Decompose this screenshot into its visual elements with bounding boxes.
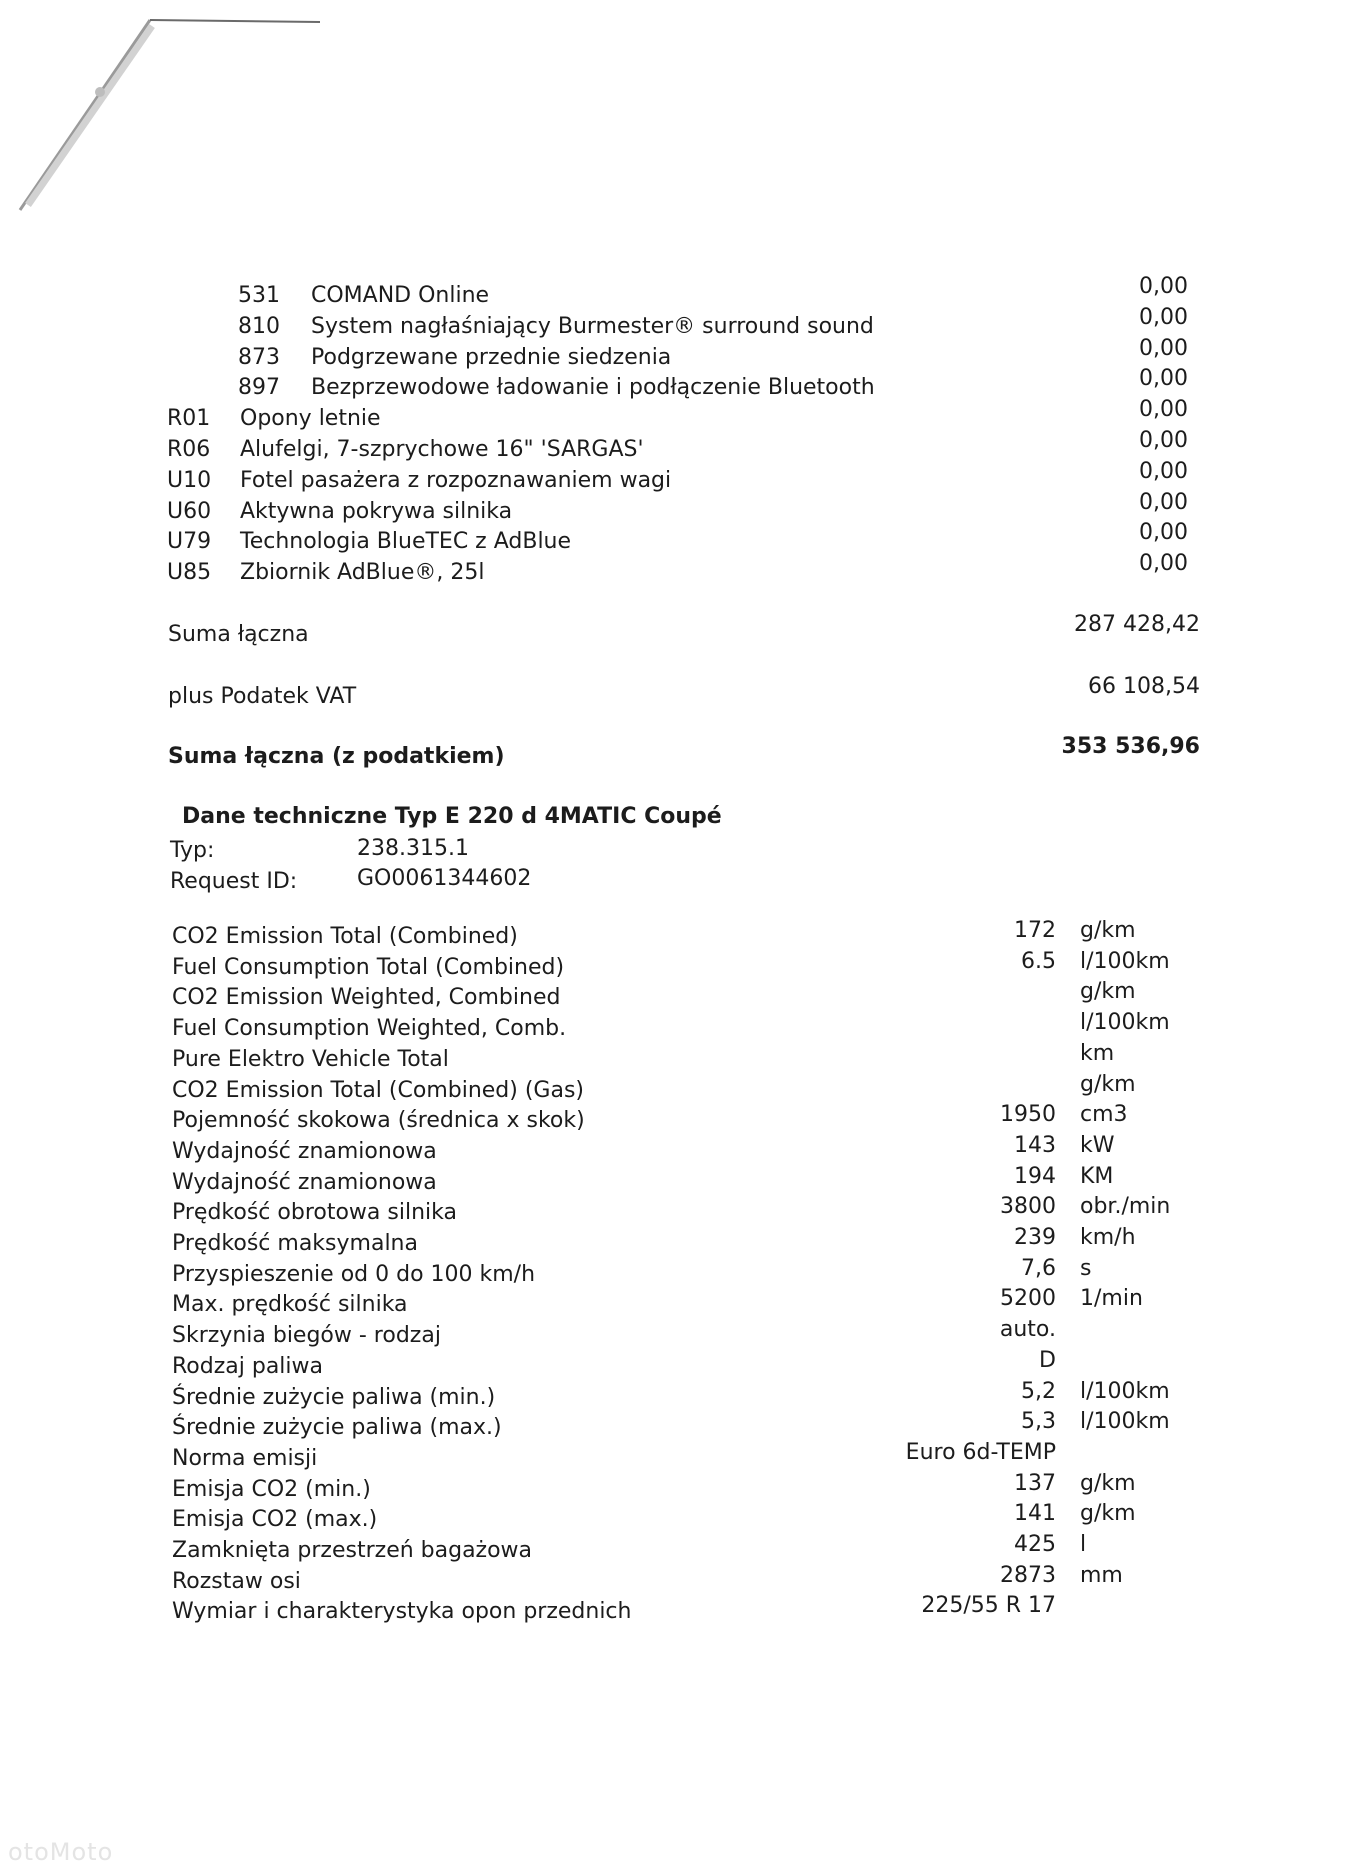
spec-value: 2873 <box>1000 1562 1056 1588</box>
option-code: 810 <box>238 313 280 339</box>
request-id-label: Request ID: <box>170 869 298 894</box>
option-code: R01 <box>167 406 211 432</box>
spec-label: Prędkość obrotowa silnika <box>172 1200 457 1226</box>
spec-value: 239 <box>1014 1225 1056 1250</box>
spec-label: Średnie zużycie paliwa (max.) <box>172 1415 502 1441</box>
spec-label: Wydajność znamionowa <box>172 1138 437 1164</box>
option-price: 0,00 <box>1139 520 1188 546</box>
spec-label: Prędkość maksymalna <box>172 1231 418 1256</box>
spec-unit: l/100km <box>1080 1010 1170 1036</box>
option-name: Fotel pasażera z rozpoznawaniem wagi <box>240 467 672 493</box>
spec-label: Pojemność skokowa (średnica x skok) <box>172 1108 585 1134</box>
option-code: U60 <box>167 498 212 524</box>
option-name: System nagłaśniający Burmester® surround sound <box>311 313 874 339</box>
option-price: 0,00 <box>1139 366 1188 392</box>
spec-value: 143 <box>1014 1132 1056 1158</box>
option-name: Technologia BlueTEC z AdBlue <box>240 529 572 555</box>
spec-unit: 1/min <box>1080 1286 1143 1312</box>
spec-value: 425 <box>1014 1532 1056 1557</box>
spec-label: Emisja CO2 (min.) <box>172 1476 371 1502</box>
spec-unit: s <box>1080 1255 1092 1281</box>
spec-value: 137 <box>1014 1470 1056 1496</box>
spec-label: Przyspieszenie od 0 do 100 km/h <box>172 1261 536 1287</box>
spec-value: 141 <box>1014 1501 1056 1527</box>
spec-unit: kW <box>1080 1132 1115 1158</box>
spec-label: Rozstaw osi <box>172 1568 301 1594</box>
spec-unit: obr./min <box>1080 1194 1171 1220</box>
spec-value: 5200 <box>1000 1286 1056 1312</box>
option-name: Zbiornik AdBlue®, 25l <box>240 560 485 586</box>
spec-value: 5,2 <box>1021 1378 1056 1404</box>
spec-label: Emisja CO2 (max.) <box>172 1507 378 1533</box>
spec-label: Wymiar i charakterystyka opon przednich <box>172 1599 632 1625</box>
option-name: Podgrzewane przednie siedzenia <box>311 344 672 370</box>
option-price: 0,00 <box>1139 458 1188 484</box>
spec-unit: KM <box>1080 1163 1114 1189</box>
spec-unit: g/km <box>1080 1470 1136 1496</box>
spec-unit: mm <box>1080 1562 1123 1588</box>
option-name: Bezprzewodowe ładowanie i podłączenie Bluetooth <box>311 375 875 401</box>
spec-value: 225/55 R 17 <box>921 1593 1056 1619</box>
option-code: U85 <box>167 560 212 586</box>
spec-unit: l/100km <box>1080 948 1170 974</box>
option-price: 0,00 <box>1139 397 1188 423</box>
option-price: 0,00 <box>1139 551 1188 577</box>
spec-unit: g/km <box>1080 1501 1136 1527</box>
spec-value: 194 <box>1014 1163 1056 1189</box>
spec-value: 172 <box>1014 918 1056 943</box>
spec-label: Zamknięta przestrzeń bagażowa <box>172 1538 533 1563</box>
option-code: 873 <box>238 344 280 370</box>
spec-unit: l/100km <box>1080 1409 1170 1435</box>
spec-label: Max. prędkość silnika <box>172 1292 408 1318</box>
spec-value: Euro 6d-TEMP <box>905 1439 1056 1465</box>
option-price: 0,00 <box>1139 304 1188 330</box>
option-price: 0,00 <box>1139 489 1188 515</box>
vat-value: 66 108,54 <box>1088 674 1200 699</box>
option-name: COMAND Online <box>311 283 490 308</box>
spec-label: Fuel Consumption Weighted, Comb. <box>172 1016 567 1042</box>
spec-label: Pure Elektro Vehicle Total <box>172 1046 449 1072</box>
sum-label: Suma łączna <box>168 622 309 647</box>
option-code: 897 <box>238 375 280 401</box>
spec-label: Rodzaj paliwa <box>172 1353 324 1379</box>
option-code: R06 <box>167 437 211 462</box>
option-name: Alufelgi, 7-szprychowe 16" 'SARGAS' <box>240 437 644 462</box>
option-price: 0,00 <box>1139 274 1188 299</box>
spec-label: Skrzynia biegów - rodzaj <box>172 1323 441 1349</box>
spec-label: Norma emisji <box>172 1445 318 1471</box>
spec-label: CO2 Emission Weighted, Combined <box>172 985 561 1011</box>
spec-value: 3800 <box>1000 1194 1056 1220</box>
spec-label: CO2 Emission Total (Combined) <box>172 924 518 949</box>
spec-value: D <box>1039 1347 1056 1373</box>
gross-value: 353 536,96 <box>1061 734 1200 759</box>
spec-unit: l <box>1080 1532 1087 1557</box>
option-name: Aktywna pokrywa silnika <box>240 498 513 524</box>
spec-unit: cm3 <box>1080 1102 1128 1128</box>
spec-value: 6.5 <box>1021 948 1056 974</box>
spec-unit: g/km <box>1080 979 1136 1005</box>
option-name: Opony letnie <box>240 406 381 432</box>
vat-label: plus Podatek VAT <box>168 684 357 709</box>
spec-unit: km/h <box>1080 1225 1136 1250</box>
spec-label: Wydajność znamionowa <box>172 1169 437 1195</box>
spec-value: 5,3 <box>1021 1409 1056 1435</box>
watermark-otomoto: otoMoto <box>8 1838 114 1866</box>
option-code: U79 <box>167 529 212 555</box>
gross-label: Suma łączna (z podatkiem) <box>168 744 505 769</box>
spec-unit: g/km <box>1080 1071 1136 1097</box>
spec-value: 7,6 <box>1021 1255 1056 1281</box>
option-price: 0,00 <box>1139 428 1188 453</box>
spec-label: Średnie zużycie paliwa (min.) <box>172 1384 496 1410</box>
spec-value: 1950 <box>1000 1102 1056 1128</box>
scan-edge-mark <box>0 0 320 240</box>
typ-label: Typ: <box>170 838 215 863</box>
spec-unit: g/km <box>1080 918 1136 943</box>
spec-value: auto. <box>999 1317 1056 1343</box>
tech-title: Dane techniczne Typ E 220 d 4MATIC Coupé <box>182 804 722 829</box>
spec-label: Fuel Consumption Total (Combined) <box>172 954 565 980</box>
request-id-value: GO0061344602 <box>357 866 532 891</box>
option-code: 531 <box>238 283 280 308</box>
option-price: 0,00 <box>1139 335 1188 361</box>
sum-value: 287 428,42 <box>1074 612 1200 637</box>
spec-label: CO2 Emission Total (Combined) (Gas) <box>172 1077 585 1103</box>
typ-value: 238.315.1 <box>357 836 469 861</box>
spec-unit: km <box>1080 1040 1115 1066</box>
spec-unit: l/100km <box>1080 1378 1170 1404</box>
option-code: U10 <box>167 467 212 493</box>
